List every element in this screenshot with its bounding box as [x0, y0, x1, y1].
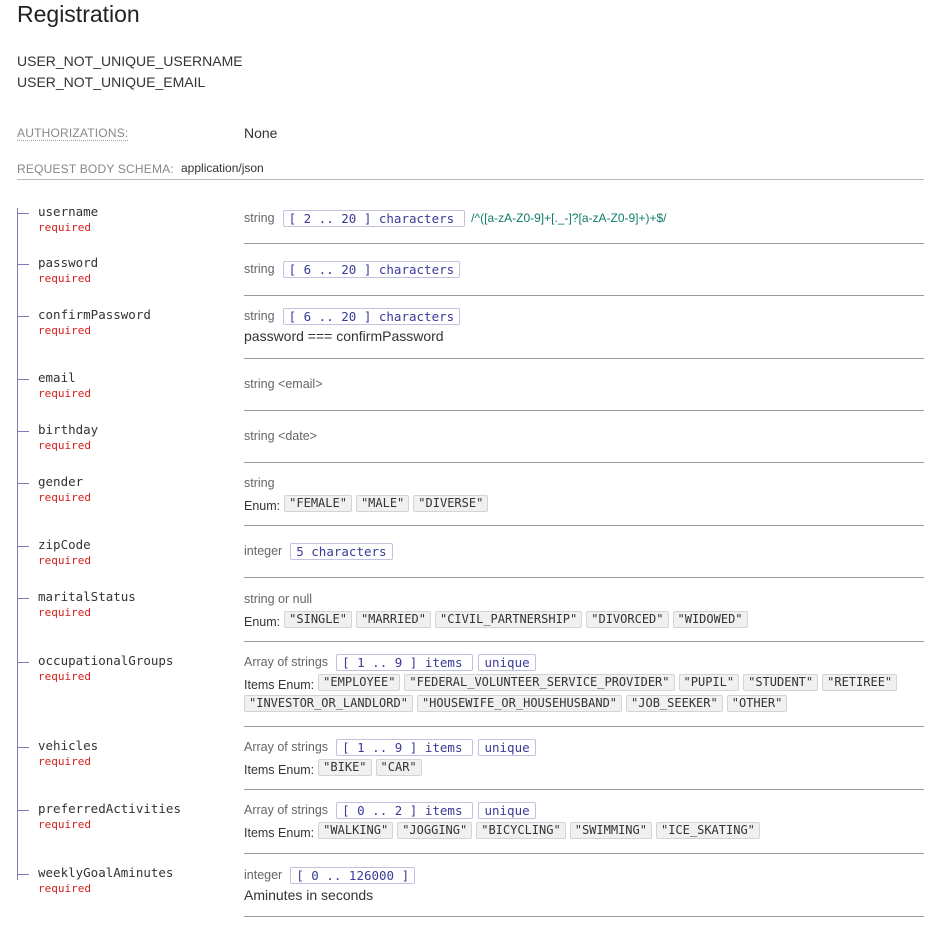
- required-label: required: [38, 606, 91, 619]
- enum-value: "SWIMMING": [570, 822, 652, 839]
- enum-label: Enum:: [244, 614, 281, 629]
- required-label: required: [38, 387, 91, 400]
- property-details: [244, 427, 924, 445]
- row-divider: [244, 462, 924, 463]
- row-divider: [244, 525, 924, 526]
- response-code: USER_NOT_UNIQUE_EMAIL: [17, 74, 206, 90]
- enum-value: "INVESTOR_OR_LANDLORD": [244, 695, 413, 712]
- enum-label: Items Enum:: [244, 677, 315, 692]
- enum-label: Enum:: [244, 498, 281, 513]
- property-description: password === confirmPassword: [244, 328, 444, 344]
- property-type: string or null: [244, 592, 313, 606]
- enum-value: "RETIREE": [822, 674, 897, 691]
- row-divider: [244, 726, 924, 727]
- property-type: string: [244, 309, 275, 323]
- enum-value: "HOUSEWIFE_OR_HOUSEHUSBAND": [417, 695, 622, 712]
- tree-branch: [17, 431, 29, 432]
- pattern-constraint: /^([a-zA-Z0-9]+[._-]?[a-zA-Z0-9]+)+$/: [471, 211, 667, 225]
- row-divider: [244, 295, 924, 296]
- enum-value: "BICYCLING": [476, 822, 565, 839]
- enum-value: "WALKING": [318, 822, 393, 839]
- property-name: birthday: [38, 422, 99, 437]
- range-constraint: [ 0 .. 126000 ]: [290, 867, 415, 884]
- authorizations-label[interactable]: AUTHORIZATIONS:: [17, 126, 129, 140]
- enum-value: "MARRIED": [356, 611, 431, 628]
- property-details: [244, 542, 924, 560]
- items-constraint: [ 0 .. 2 ] items: [336, 802, 473, 819]
- tree-branch: [17, 379, 29, 380]
- property-type: string: [244, 211, 275, 225]
- enum-value: "OTHER": [727, 695, 788, 712]
- row-divider: [244, 916, 924, 917]
- required-label: required: [38, 221, 91, 234]
- property-type: string <date>: [244, 429, 317, 443]
- property-name: username: [38, 204, 99, 219]
- unique-constraint: unique: [478, 802, 535, 819]
- property-details: [244, 260, 924, 278]
- unique-constraint: unique: [478, 739, 535, 756]
- response-code: USER_NOT_UNIQUE_USERNAME: [17, 53, 243, 69]
- tree-branch: [17, 213, 29, 214]
- row-divider: [244, 358, 924, 359]
- enum-value: "JOB_SEEKER": [626, 695, 723, 712]
- tree-branch: [17, 546, 29, 547]
- required-label: required: [38, 439, 91, 452]
- property-name: zipCode: [38, 537, 91, 552]
- enum-value: "ICE_SKATING": [656, 822, 760, 839]
- enum-value: "CIVIL_PARTNERSHIP": [435, 611, 582, 628]
- enum-value: "DIVORCED": [586, 611, 668, 628]
- items-constraint: [ 1 .. 9 ] items: [336, 654, 473, 671]
- required-label: required: [38, 755, 91, 768]
- enum-value: "CAR": [376, 759, 422, 776]
- row-divider: [244, 853, 924, 854]
- required-label: required: [38, 324, 91, 337]
- enum-value: "SINGLE": [284, 611, 352, 628]
- enum-value: "FEDERAL_VOLUNTEER_SERVICE_PROVIDER": [404, 674, 674, 691]
- property-details: [244, 375, 924, 393]
- tree-branch: [17, 874, 29, 875]
- required-label: required: [38, 554, 91, 567]
- property-details: [244, 866, 924, 903]
- enum-value: "STUDENT": [743, 674, 818, 691]
- property-name: weeklyGoalAminutes: [38, 865, 174, 880]
- enum-label: Items Enum:: [244, 825, 315, 840]
- property-type: string: [244, 476, 275, 490]
- enum-value: "MALE": [356, 495, 409, 512]
- property-type: integer: [244, 544, 283, 558]
- property-name: preferredActivities: [38, 801, 181, 816]
- unique-constraint: unique: [478, 654, 535, 671]
- property-details: [244, 209, 924, 227]
- tree-branch: [17, 264, 29, 265]
- schema-divider: [17, 179, 924, 180]
- property-details: [244, 738, 924, 780]
- tree-branch: [17, 747, 29, 748]
- property-name: gender: [38, 474, 84, 489]
- tree-branch: [17, 316, 29, 317]
- enum-value: "FEMALE": [284, 495, 352, 512]
- property-name: vehicles: [38, 738, 99, 753]
- tree-branch: [17, 598, 29, 599]
- enum-value: "EMPLOYEE": [318, 674, 400, 691]
- property-details: [244, 590, 924, 632]
- enum-value: "JOGGING": [397, 822, 472, 839]
- enum-value: "WIDOWED": [673, 611, 748, 628]
- length-constraint: [ 6 .. 20 ] characters: [283, 308, 461, 325]
- property-type: string <email>: [244, 377, 323, 391]
- tree-branch: [17, 483, 29, 484]
- row-divider: [244, 243, 924, 244]
- request-body-content-type: application/json: [181, 161, 264, 175]
- property-details: [244, 653, 924, 716]
- property-details: [244, 474, 924, 516]
- property-name: email: [38, 370, 76, 385]
- property-name: occupationalGroups: [38, 653, 174, 668]
- enum-value: "DIVERSE": [413, 495, 488, 512]
- property-name: confirmPassword: [38, 307, 151, 322]
- property-name: maritalStatus: [38, 589, 136, 604]
- property-type: Array of strings: [244, 740, 329, 754]
- property-type: integer: [244, 868, 283, 882]
- row-divider: [244, 577, 924, 578]
- required-label: required: [38, 491, 91, 504]
- property-type: Array of strings: [244, 803, 329, 817]
- row-divider: [244, 789, 924, 790]
- authorizations-value: None: [244, 125, 278, 141]
- tree-branch: [17, 810, 29, 811]
- length-constraint: [ 6 .. 20 ] characters: [283, 261, 461, 278]
- length-constraint: 5 characters: [290, 543, 392, 560]
- row-divider: [244, 410, 924, 411]
- items-constraint: [ 1 .. 9 ] items: [336, 739, 473, 756]
- enum-value: "BIKE": [318, 759, 371, 776]
- property-details: [244, 801, 924, 843]
- property-details: [244, 307, 924, 344]
- enum-label: Items Enum:: [244, 762, 315, 777]
- required-label: required: [38, 272, 91, 285]
- property-type: Array of strings: [244, 655, 329, 669]
- required-label: required: [38, 670, 91, 683]
- required-label: required: [38, 882, 91, 895]
- tree-branch: [17, 662, 29, 663]
- property-description: Aminutes in seconds: [244, 887, 374, 903]
- property-type: string: [244, 262, 275, 276]
- section-title: Registration: [17, 1, 140, 27]
- length-constraint: [ 2 .. 20 ] characters: [283, 210, 466, 227]
- property-name: password: [38, 255, 99, 270]
- row-divider: [244, 641, 924, 642]
- required-label: required: [38, 818, 91, 831]
- request-body-schema-label: REQUEST BODY SCHEMA:: [17, 162, 174, 176]
- enum-value: "PUPIL": [679, 674, 740, 691]
